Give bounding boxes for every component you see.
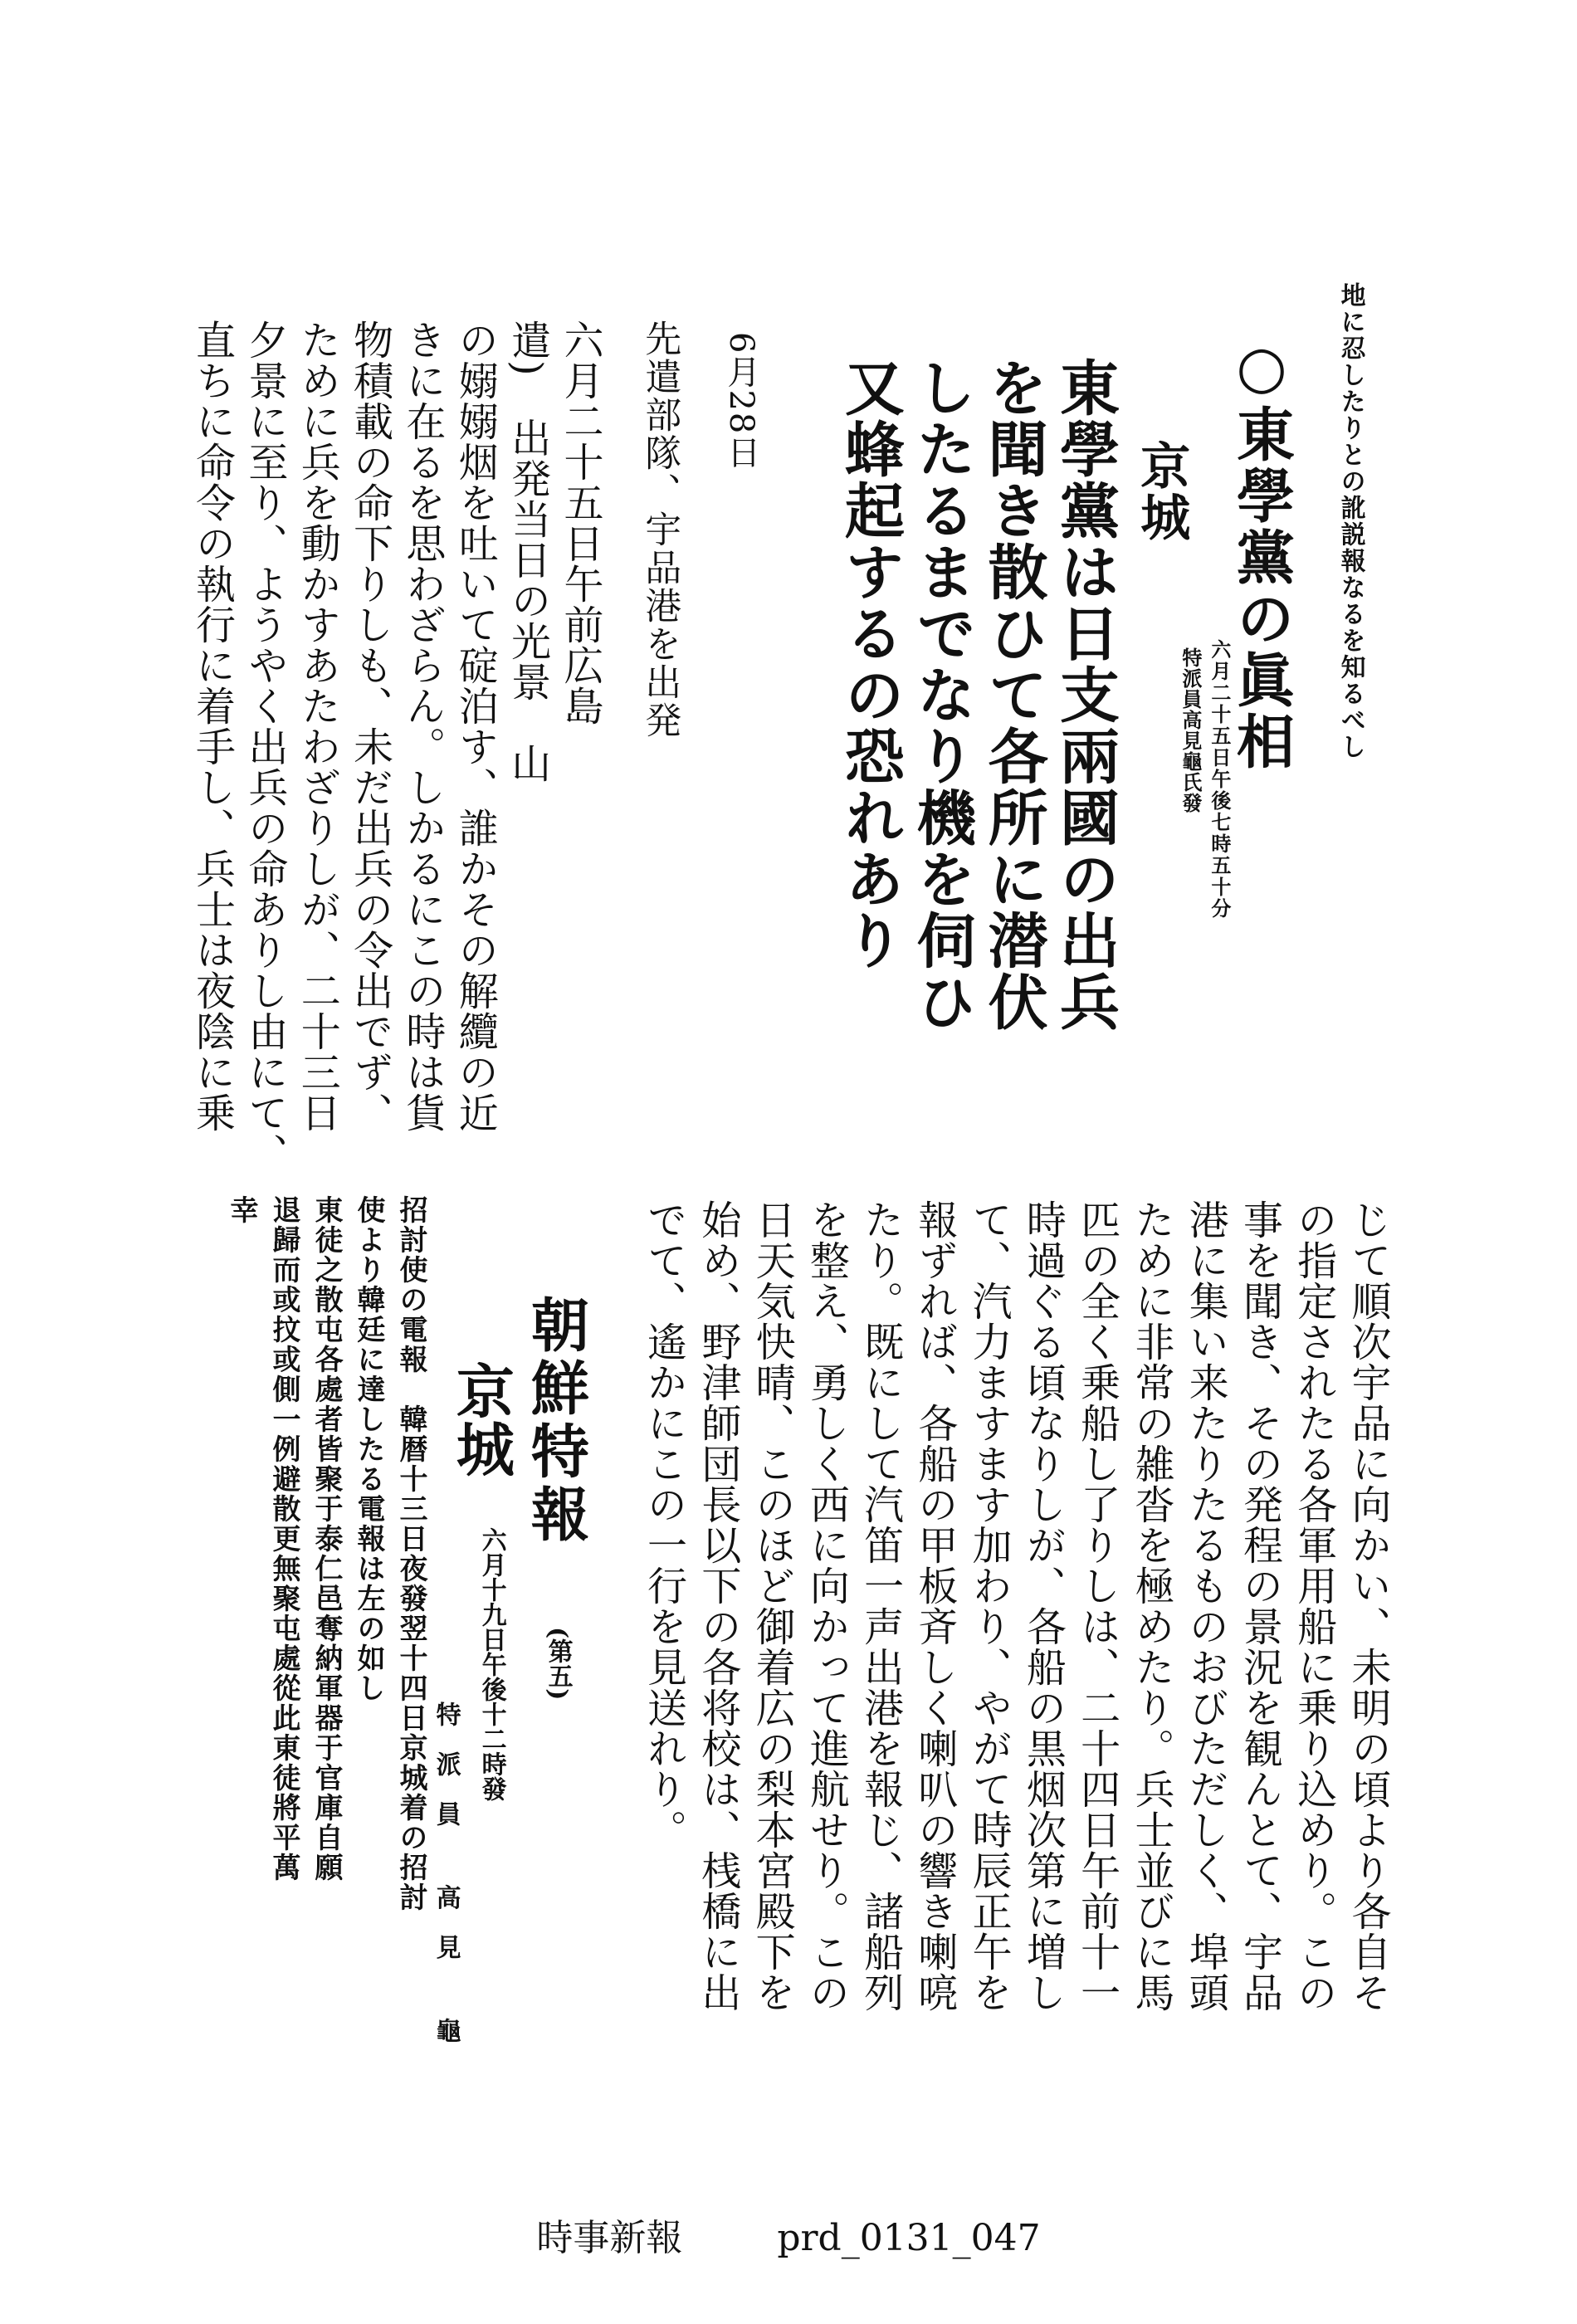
article-line: 夕景に至り、ようやく出兵の命ありし由にて、 [241,320,288,1174]
korea-report-number: (第五) [543,1627,573,1701]
article-line: でて、遙かにこの一行を見送れり。 [640,1199,687,1850]
article-line: て、汽力ますます加わり、やがて時辰正午を [965,1199,1013,2013]
article-body-large [830,357,1120,1071]
korea-report-title: 朝鮮特報 [521,1295,591,1547]
caption-source: 時事新報 [536,2217,683,2259]
article-line: じて順次宇品に向かい、未明の頃より各自そ [1345,1199,1391,2013]
report-line: 使より韓廷に達したる電報は左の如し [352,1195,385,1703]
article-body-left [166,320,606,1174]
article-body-continuation [606,1199,1394,2046]
article-line: きに在るを思わざらん。しかるにこの時は貨 [398,320,446,1133]
article-line: 事を聞き、その発程の景況を観んとて、宇品 [1236,1199,1283,2013]
dateline-time: 六月二十五日午後七時五十分 [1207,639,1232,920]
article-line: を聞き散ひて各所に潜伏 [978,357,1049,1033]
article-line: の指定されたる各軍用船に乗り込めり。この [1290,1199,1337,2013]
korea-report-time: 六月十九日午後十二時發 [476,1527,506,1801]
section-subtitle: 先遣部隊、宇品港を出発 [638,320,681,740]
article-line: 始め、野津師団長以下の各将校は、桟橋に出 [694,1199,741,2013]
article-line: したるまでなり機を伺ひ [906,357,978,1033]
korea-report-sender: 特派員 高見 龜 [431,1702,461,2068]
dateline-sender: 特派員高見龜氏發 [1178,647,1203,813]
article-line: 六月二十五日午前広島 [557,320,603,726]
report-line: 退歸而或抆或側一例避散更無聚屯處從此東徒將平萬 [267,1195,300,1882]
korea-report-place: 京城 [447,1361,516,1477]
dateline-place: 京城 [1132,440,1191,543]
report-line: 招討使の電報 韓暦十三日夜發翌十四日京城着の招討 [394,1195,427,1912]
article-headline: ○東學黨の眞相 [1227,332,1296,773]
article-line: の嫋嫋烟を吐いて碇泊す、誰かその解纜の近 [452,320,499,1133]
report-line: 幸 [225,1195,258,1225]
article-line: を整え、勇しく西に向かって進航せり。この [803,1199,850,2013]
article-note: 地に忍したりとの訛説報なるを知るべし [1335,282,1365,760]
article-line: ために非常の雑沓を極めたり。兵士並びに馬 [1127,1199,1174,2013]
article-line: 報ずれば、各船の甲板斉しく喇叭の響き喇喨 [911,1199,958,2013]
article-line: 遣) 出発当日の光景 山 [504,320,551,784]
page-caption [0,2208,1577,2261]
article-line: 東學黨は日支兩國の出兵 [1050,357,1120,1033]
article-line: ために兵を動かすあたわざりしが、二十三日 [294,320,341,1133]
article-line: 日天気快晴、このほど御着広の梨本宮殿下を [749,1199,796,2013]
article-line: 又蜂起するの恐れあり [834,357,906,971]
caption-id: prd_0131_047 [777,2217,1041,2259]
article-line: 物積載の命下りしも、未だ出兵の令出でず、 [346,320,393,1133]
article-line: 港に集い来たりたるものおびただしく、埠頭 [1182,1199,1229,2013]
article-line: たり。既にして汽笛一声出港を報じ、諸船列 [857,1199,904,2013]
korea-report-body [174,1195,432,2025]
article-line: 直ちに命令の執行に着手し、兵士は夜陰に乗 [188,320,236,1133]
date-label: 6月28日 [721,332,760,471]
article-line: 匹の全く乗船し了りしは、二十四日午前十一 [1073,1199,1120,2013]
article-line: 時過ぐる頃なりしが、各船の黒烟次第に増し [1019,1199,1067,2013]
report-line: 東徒之散屯各處者皆聚于泰仁邑奪納軍器于官庫自願 [310,1195,343,1882]
